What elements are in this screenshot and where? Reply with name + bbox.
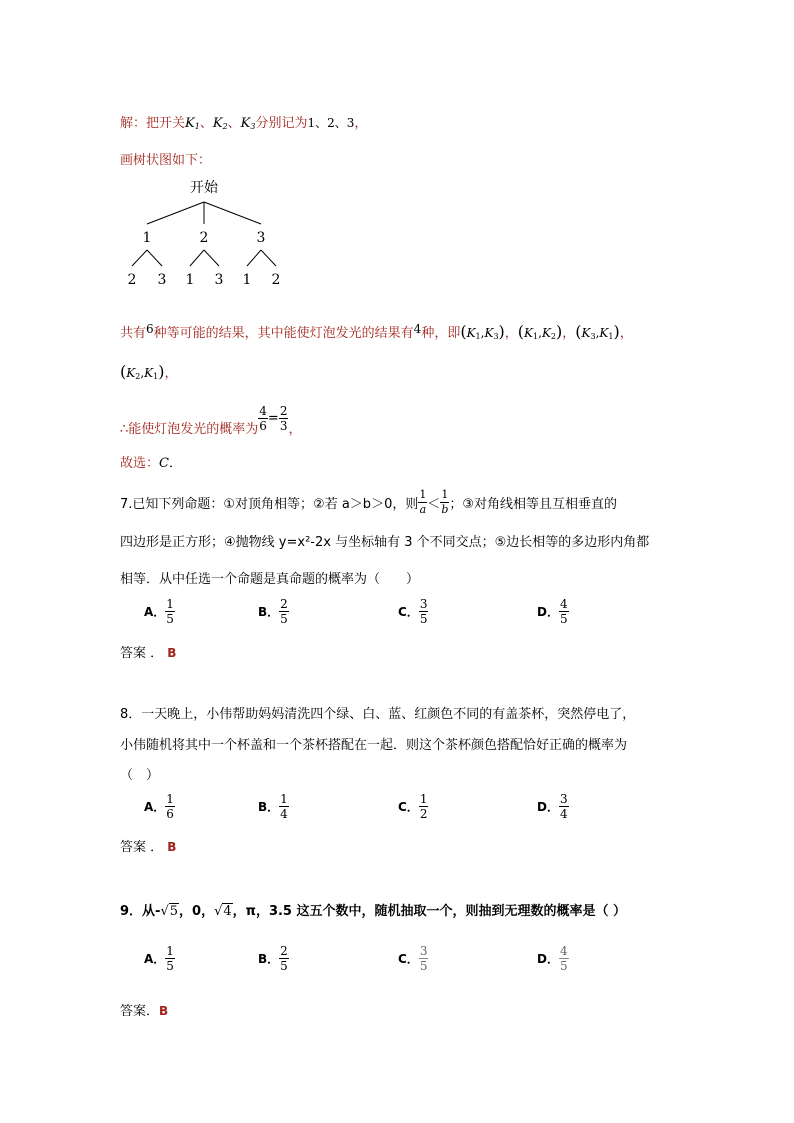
tree-l2-1b: 3: [157, 272, 167, 288]
tree-l2-3b: 2: [271, 272, 281, 288]
tree-l2-1a: 2: [127, 272, 137, 288]
q7-line-1: 7.已知下列命题：①对顶角相等；②若 a＞b＞0，则 $\frac{1}{a}$ ＜ $\frac{1}{b}$ ；③对角线相等且互相垂直的: [120, 488, 618, 516]
tree-title: 画树状图如下：: [120, 153, 212, 168]
q9-option-b[interactable]: B． $\frac{2}{5}$: [258, 944, 288, 973]
q8-line-3: （ ）: [120, 768, 160, 783]
prob-frac-1: $\frac{4}{6}$: [259, 404, 267, 433]
q9-option-a[interactable]: A． $\frac{1}{5}$: [144, 944, 174, 973]
tree-l1-1: 1: [142, 230, 152, 246]
pair-2: $(K_1,K_2)$: [517, 322, 563, 341]
q7-line-3: 相等．从中任选一个命题是真命题的概率为（ ）: [120, 572, 420, 587]
q8-line-1: 8．一天晚上，小伟帮助妈妈清洗四个绿、白、蓝、红颜色不同的有盖茶杯，突然停电了，: [120, 707, 636, 722]
q9-option-c[interactable]: C． $\frac{3}{5}$: [398, 944, 428, 973]
q9-answer: 答案．B: [120, 1004, 169, 1019]
tree-l1-2: 2: [199, 230, 209, 246]
pair-1: $(K_1,K_3)$: [460, 322, 505, 341]
q8-option-b[interactable]: B． $\frac{1}{4}$: [258, 792, 288, 821]
q7-line-2: 四边形是正方形；④抛物线 y=x²-2x 与坐标轴有 3 个不同交点；⑤边长相等的多边形内角都: [120, 535, 650, 550]
tree-l2-2a: 1: [185, 272, 195, 288]
tree-l1-3: 3: [256, 230, 266, 246]
prob-frac-2: $\frac{2}{3}$: [279, 404, 288, 433]
q7-frac-left: $\frac{1}{a}$: [419, 488, 427, 516]
solution-line-1: 解：把开关$K_1$、$K_2$、$K_3$分别记为1、2、3，: [120, 116, 368, 131]
q8-option-c[interactable]: C． $\frac{1}{2}$: [398, 792, 428, 821]
q7-option-b[interactable]: B． $\frac{2}{5}$: [258, 597, 288, 626]
q8-answer: 答案 ． B: [120, 840, 177, 855]
q7-option-a[interactable]: A． $\frac{1}{5}$: [144, 597, 174, 626]
q7-option-d[interactable]: D． $\frac{4}{5}$: [537, 597, 568, 626]
tree-root: 开始: [190, 180, 218, 196]
result-line-2: $(K_2,K_1)$，: [120, 362, 178, 381]
q7-answer: 答案 ． B: [120, 646, 177, 661]
q7-frac-right: $\frac{1}{b}$: [441, 488, 449, 516]
q7-option-c[interactable]: C． $\frac{3}{5}$: [398, 597, 428, 626]
q9-line: 9．从-√5，0，√4，π，3.5 这五个数中，随机抽取一个，则抽到无理数的概率是（ ）: [120, 904, 627, 919]
pair-4: $(K_2,K_1)$: [120, 362, 165, 381]
q9-option-d[interactable]: D． $\frac{4}{5}$: [537, 944, 568, 973]
pair-3: $(K_3,K_1)$: [575, 322, 620, 341]
choice-line: 故选：C．: [120, 456, 182, 471]
tree-diagram: [120, 172, 300, 292]
tree-l2-3a: 1: [242, 272, 252, 288]
result-line: 共有6种等可能的结果，其中能使灯泡发光的结果有4种，即$(K_1,K_3)$，$(K_1,K_2)$，$(K_3,K_1)$，: [120, 322, 633, 341]
q8-option-a[interactable]: A． $\frac{1}{6}$: [144, 792, 174, 821]
tree-l2-2b: 3: [214, 272, 224, 288]
q8-line-2: 小伟随机将其中一个杯盖和一个茶杯搭配在一起．则这个茶杯颜色搭配恰好正确的概率为: [120, 738, 628, 753]
q8-option-d[interactable]: D． $\frac{3}{4}$: [537, 792, 568, 821]
probability-line: ∴能使灯泡发光的概率为 $\frac{4}{6}$ = $\frac{2}{3}$ ，: [120, 404, 302, 437]
